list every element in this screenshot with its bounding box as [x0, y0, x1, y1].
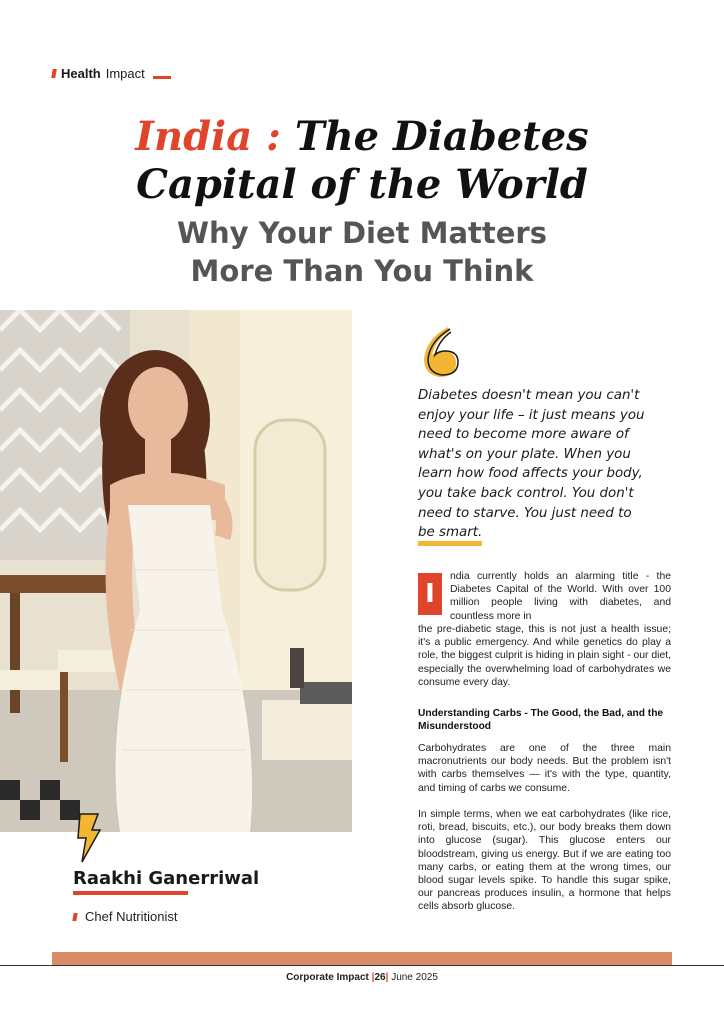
footer-rule: [0, 965, 724, 966]
issue-date: June 2025: [391, 972, 438, 983]
paragraph-1: the pre-diabetic stage, this is not just a health issue; it's a public emergency. And while genetics do play a role, the biggest culprit is hiding in plain sight - our diet, especially the overwhelming load of carbohydrates we consume every day.: [418, 624, 671, 688]
section-name-bold: Health: [61, 66, 101, 81]
paragraph-3: In simple terms, when we eat carbohydrates (like rice, roti, bread, biscuits, etc.), our body breaks them down into glucose (sugar). This glucose enters our bloodstream, giving us energy. But if we are eating too many carbs, or eating them at the wrong times, our blood sugar levels spike. To handle this sugar spike, our pancreas produces insulin, a hormone that helps cells absorb glucose.: [418, 809, 671, 913]
subtitle-line2: More Than You Think: [190, 254, 534, 288]
title-highlight: India :: [135, 113, 281, 160]
footer-separator: |: [371, 972, 375, 983]
author-role: Chef Nutritionist: [85, 909, 178, 924]
section-tag: [52, 66, 171, 81]
author-role-row: [73, 909, 177, 924]
role-marker-icon: [72, 913, 77, 921]
subtitle-line1: Why Your Diet Matters: [177, 216, 547, 250]
page-footer: [0, 972, 724, 983]
footer-band: [52, 952, 672, 965]
paragraph-1-intro: ndia currently holds an alarming title - the Diabetes Capital of the World. With over 100 million people living with diabetes, and countless more in: [450, 571, 671, 622]
title-line2: Capital of the World: [136, 161, 588, 208]
page-number: 26: [374, 972, 386, 983]
section-name: Impact: [105, 66, 145, 81]
author-photo-illustration: [0, 310, 352, 832]
section-heading: Understanding Carbs - The Good, the Bad, and the Misunderstood: [418, 708, 664, 732]
quote-mark-icon: [418, 325, 466, 386]
article-subtitle: [0, 214, 724, 290]
quote-divider: [418, 541, 482, 546]
author-underline: [73, 891, 188, 895]
section-underline: [153, 76, 171, 79]
author-photo: [0, 310, 352, 832]
pull-quote: Diabetes doesn't mean you can't enjoy your life – it just means you need to become more aware of what's on your plate. When you learn how food affects your body, you take back control. You don't need to starve. You just need to be smart.: [418, 388, 645, 541]
magazine-name: Corporate Impact: [286, 972, 369, 983]
author-name: Raakhi Ganerriwal: [73, 868, 260, 889]
article-title: [0, 113, 724, 209]
drop-cap: I: [418, 573, 442, 615]
footer-separator: |: [385, 972, 389, 983]
section-marker-icon: [51, 69, 57, 78]
paragraph-2: Carbohydrates are one of the three main macronutrients our body needs. But the problem isn't with carbs themselves — it's with the type, quantity, and timing of carbs we consume.: [418, 743, 671, 794]
lightning-icon: [74, 812, 102, 869]
title-line1: The Diabetes: [294, 113, 589, 160]
